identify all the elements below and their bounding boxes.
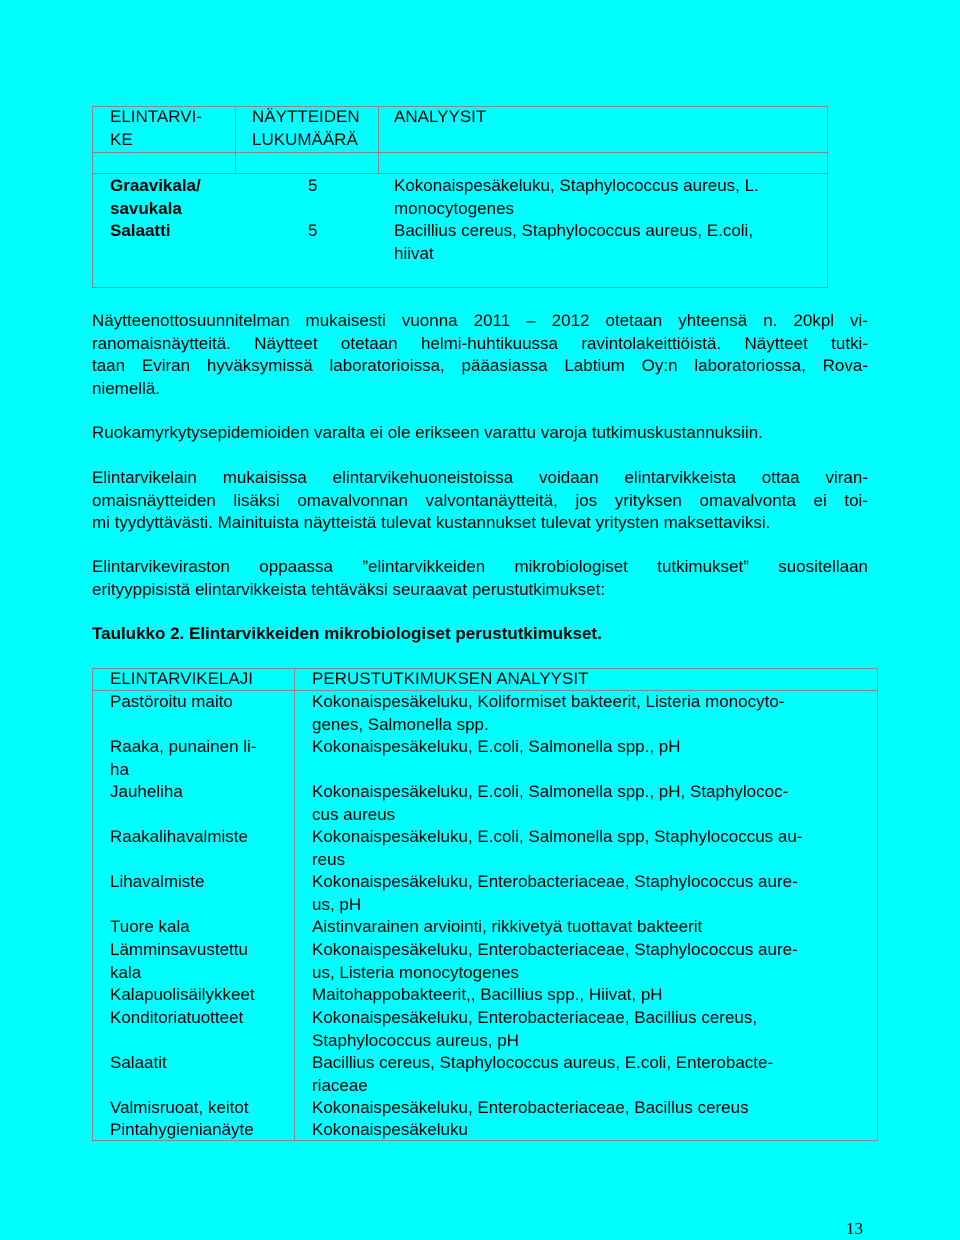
- table-1-border-bottom: [92, 287, 828, 288]
- row-1-analyses-line-1: Kokonaispesäkeluku, Staphylococcus aureus, L.: [394, 176, 759, 195]
- analyses-line: Kokonaispesäkeluku, Enterobacteriaceae, Staphylococcus aure-: [312, 940, 798, 959]
- page-number: 13: [846, 1219, 863, 1238]
- table-row-analyses: [312, 691, 872, 736]
- table-row-analyses: [312, 916, 872, 939]
- food-line: Konditoriatuotteet: [110, 1008, 244, 1027]
- table-2-header-analyses: PERUSTUTKIMUKSEN ANALYYSIT: [312, 669, 589, 688]
- table-2-border-right: [877, 668, 878, 1140]
- table-2-title: Taulukko 2. Elintarvikkeiden mikrobiologiset perustutkimukset.: [92, 624, 602, 643]
- table-row-food: [110, 871, 295, 894]
- food-line: Lihavalmiste: [110, 872, 205, 891]
- table-row-analyses: [312, 984, 872, 1007]
- analyses-line: us, pH: [312, 894, 362, 914]
- paragraph-line: erityyppisistä elintarvikkeista tehtäväksi seuraavat perustutkimukset:: [92, 579, 606, 599]
- analyses-line: genes, Salmonella spp.: [312, 714, 489, 734]
- table-row-food: [110, 826, 295, 849]
- header-count-line-1: NÄYTTEIDEN: [252, 107, 360, 126]
- food-line: Jauheliha: [110, 782, 183, 801]
- table-1-header-count: [252, 106, 360, 151]
- header-food-line-1: ELINTARVI-: [110, 107, 202, 126]
- row-2-analyses-line-2: hiivat: [394, 243, 434, 263]
- table-row-analyses: [312, 1052, 872, 1097]
- analyses-line: Bacillius cereus, Staphylococcus aureus, E.coli, Enterobacte-: [312, 1053, 774, 1072]
- paragraph-line: niemellä.: [92, 378, 161, 398]
- table-row-food: [110, 984, 295, 1007]
- paragraph-line: Elintarvikelain mukaisissa elintarvikehuoneistoissa voidaan elintarvikkeista ottaa viran-: [92, 468, 868, 487]
- food-line: Tuore kala: [110, 917, 190, 936]
- table-2-border-left: [92, 668, 93, 1140]
- table-1-header-analyses: ANALYYSIT: [394, 107, 487, 126]
- table-row-analyses: [312, 826, 872, 871]
- paragraph-guide: [92, 556, 868, 601]
- row-1-food-line-1: Graavikala/: [110, 176, 201, 195]
- table-1-row-divider: [92, 173, 828, 174]
- analyses-line: Maitohappobakteerit,, Bacillius spp., Hiivat, pH: [312, 985, 663, 1004]
- table-row-food: [110, 1007, 295, 1030]
- paragraph-line: Ruokamyrkytysepidemioiden varalta ei ole erikseen varattu varoja tutkimuskustannuksiin.: [92, 423, 763, 442]
- analyses-line: Kokonaispesäkeluku, Enterobacteriaceae, Staphylococcus aure-: [312, 872, 798, 891]
- table-2-header-food: ELINTARVIKELAJI: [110, 669, 253, 688]
- table-1-row-1-analyses: [394, 175, 759, 220]
- food-line: Raaka, punainen li-: [110, 737, 257, 756]
- food-line: Lämminsavustettu: [110, 940, 248, 959]
- table-1-col-divider-2: [378, 106, 379, 173]
- analyses-line: Kokonaispesäkeluku, E.coli, Salmonella spp., pH: [312, 737, 681, 756]
- paragraph-food-poisoning: [92, 422, 868, 445]
- table-row-analyses: [312, 1007, 872, 1052]
- analyses-line: Staphylococcus aureus, pH: [312, 1030, 519, 1050]
- table-1-header-divider: [92, 152, 828, 153]
- row-1-analyses-line-2: monocytogenes: [394, 198, 515, 218]
- table-1-border-left: [92, 106, 93, 287]
- paragraph-own-control: [92, 467, 868, 535]
- food-line: ha: [110, 759, 129, 779]
- table-row-analyses: [312, 781, 872, 826]
- food-line: Kalapuolisäilykkeet: [110, 985, 255, 1004]
- food-line: Pintahygienianäyte: [110, 1120, 254, 1139]
- row-1-food-line-2: savukala: [110, 198, 182, 218]
- table-row-food: [110, 691, 295, 714]
- table-1-col-divider-1: [235, 106, 236, 173]
- table-1-header-food: [110, 106, 202, 151]
- food-line: Valmisruoat, keitot: [110, 1098, 249, 1117]
- paragraph-line: taan Eviran hyväksymissä laboratorioissa, pääasiassa Labtium Oy:n laboratoriossa, Rova-: [92, 356, 868, 375]
- analyses-line: cus aureus: [312, 804, 396, 824]
- header-food-line-2: KE: [110, 129, 133, 149]
- analyses-line: Aistinvarainen arviointi, rikkivetyä tuottavat bakteerit: [312, 917, 703, 936]
- paragraph-line: Näytteenottosuunnitelman mukaisesti vuonna 2011 – 2012 otetaan yhteensä n. 20kpl vi-: [92, 311, 868, 330]
- table-row-analyses: [312, 939, 872, 984]
- table-row-analyses: [312, 736, 872, 759]
- table-row-analyses: [312, 1119, 872, 1142]
- table-1-row-1-count: 5: [308, 176, 318, 195]
- analyses-line: us, Listeria monocytogenes: [312, 962, 519, 982]
- table-row-analyses: [312, 871, 872, 916]
- row-2-analyses-line-1: Bacillius cereus, Staphylococcus aureus, E.coli,: [394, 221, 754, 240]
- analyses-line: Kokonaispesäkeluku, E.coli, Salmonella spp., pH, Staphylococ-: [312, 782, 789, 801]
- analyses-line: Kokonaispesäkeluku: [312, 1120, 468, 1139]
- analyses-line: Kokonaispesäkeluku, E.coli, Salmonella spp, Staphylococcus au-: [312, 827, 803, 846]
- table-row-food: [110, 736, 295, 781]
- paragraph-line: mi tyydyttävästi. Mainituista näytteistä tulevat kustannukset tulevat yritysten maksettaviksi.: [92, 513, 771, 532]
- header-count-line-2: LUKUMÄÄRÄ: [252, 129, 358, 149]
- analyses-line: reus: [312, 849, 346, 869]
- food-line: kala: [110, 962, 142, 982]
- table-row-food: [110, 1097, 295, 1120]
- table-1-row-2-analyses: [394, 220, 753, 265]
- food-line: Raakalihavalmiste: [110, 827, 248, 846]
- table-row-food: [110, 781, 295, 804]
- table-1-row-1-food: [110, 175, 201, 220]
- paragraph-line: ranomaisnäytteitä. Näytteet otetaan helmi-huhtikuussa ravintolakeittiöistä. Näytteet tutki-: [92, 333, 868, 353]
- analyses-line: riaceae: [312, 1075, 368, 1095]
- food-line: Pastöroitu maito: [110, 692, 233, 711]
- table-row-food: [110, 939, 295, 984]
- table-row-food: [110, 916, 295, 939]
- table-row-food: [110, 1052, 295, 1075]
- table-1-row-2-food: Salaatti: [110, 221, 171, 240]
- analyses-line: Kokonaispesäkeluku, Enterobacteriaceae, Bacillius cereus,: [312, 1008, 758, 1027]
- table-1-row-2-count: 5: [308, 221, 318, 240]
- paragraph-line: omaisnäytteiden lisäksi omavalvonnan valvontanäytteitä, jos yrityksen omavalvonta ei toi-: [92, 490, 868, 510]
- table-row-food: [110, 1119, 295, 1142]
- analyses-line: Kokonaispesäkeluku, Enterobacteriaceae, Bacillus cereus: [312, 1098, 749, 1117]
- analyses-line: Kokonaispesäkeluku, Koliformiset bakteerit, Listeria monocyto-: [312, 692, 785, 711]
- paragraph-sampling-plan: [92, 310, 868, 400]
- table-1-border-right: [827, 106, 828, 287]
- table-row-analyses: [312, 1097, 872, 1120]
- food-line: Salaatit: [110, 1053, 167, 1072]
- paragraph-line: Elintarvikeviraston oppaassa ”elintarvikkeiden mikrobiologiset tutkimukset” suositellaan: [92, 557, 868, 576]
